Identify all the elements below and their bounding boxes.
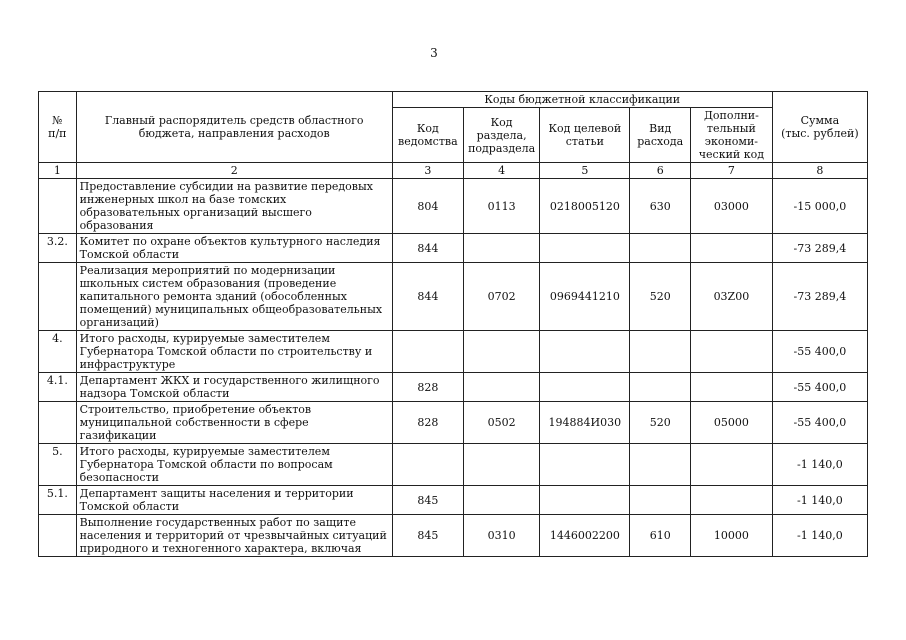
table-row — [39, 234, 868, 263]
row-sum: -55 400,0 — [772, 402, 867, 444]
row-name: Итого расходы, курируемые заместителем Губернатора Томской области по вопросам безопасности — [76, 444, 392, 486]
table-row — [39, 331, 868, 373]
header-section-code: Код раздела, подраздела — [463, 108, 539, 163]
row-number — [39, 402, 77, 444]
row-section-code: 0113 — [463, 179, 539, 234]
row-dept-code: 804 — [392, 179, 463, 234]
row-number: 3.2. — [39, 234, 77, 263]
row-expense-type: 610 — [630, 515, 691, 557]
row-name: Департамент защиты населения и территории Томской области — [76, 486, 392, 515]
row-target-code: 194884И030 — [540, 402, 630, 444]
row-extra-code: 10000 — [691, 515, 773, 557]
row-dept-code: 845 — [392, 486, 463, 515]
row-number: 4. — [39, 331, 77, 373]
table-row — [39, 373, 868, 402]
row-name: Комитет по охране объектов культурного наследия Томской области — [76, 234, 392, 263]
row-sum: -73 289,4 — [772, 263, 867, 331]
row-expense-type — [630, 486, 691, 515]
row-target-code — [540, 373, 630, 402]
row-number: 5.1. — [39, 486, 77, 515]
row-dept-code: 844 — [392, 263, 463, 331]
table-row — [39, 179, 868, 234]
table-row — [39, 263, 868, 331]
row-dept-code — [392, 444, 463, 486]
row-dept-code: 828 — [392, 402, 463, 444]
row-target-code — [540, 444, 630, 486]
row-extra-code — [691, 444, 773, 486]
row-number — [39, 263, 77, 331]
row-section-code — [463, 331, 539, 373]
header-codes-group: Коды бюджетной классификации — [392, 92, 772, 108]
row-dept-code — [392, 331, 463, 373]
row-target-code — [540, 486, 630, 515]
header-expense-type: Вид расхода — [630, 108, 691, 163]
row-extra-code — [691, 486, 773, 515]
row-expense-type: 520 — [630, 402, 691, 444]
column-number: 7 — [691, 163, 773, 179]
row-name: Итого расходы, курируемые заместителем Губернатора Томской области по строительству и инфраструктуре — [76, 331, 392, 373]
row-number — [39, 515, 77, 557]
header-target-code: Код целевой статьи — [540, 108, 630, 163]
row-expense-type — [630, 444, 691, 486]
header-extra-code: Дополни- тельный экономи- ческий код — [691, 108, 773, 163]
row-name: Департамент ЖКХ и государственного жилищного надзора Томской области — [76, 373, 392, 402]
row-section-code — [463, 234, 539, 263]
row-name: Строительство, приобретение объектов муниципальной собственности в сфере газификации — [76, 402, 392, 444]
row-section-code: 0702 — [463, 263, 539, 331]
row-number — [39, 179, 77, 234]
header-num: № п/п — [39, 92, 77, 163]
header-main: Главный распорядитель средств областного бюджета, направления расходов — [76, 92, 392, 163]
header-sum: Сумма (тыс. рублей) — [772, 92, 867, 163]
row-dept-code: 844 — [392, 234, 463, 263]
row-sum: -55 400,0 — [772, 331, 867, 373]
row-dept-code: 845 — [392, 515, 463, 557]
column-number: 4 — [463, 163, 539, 179]
row-section-code: 0502 — [463, 402, 539, 444]
row-sum: -73 289,4 — [772, 234, 867, 263]
column-number: 1 — [39, 163, 77, 179]
column-number: 6 — [630, 163, 691, 179]
row-target-code: 1446002200 — [540, 515, 630, 557]
column-number: 2 — [76, 163, 392, 179]
row-expense-type: 630 — [630, 179, 691, 234]
row-expense-type: 520 — [630, 263, 691, 331]
row-name: Предоставление субсидии на развитие передовых инженерных школ на базе томских образовательных организаций высшего образования — [76, 179, 392, 234]
row-target-code: 0218005120 — [540, 179, 630, 234]
table-row — [39, 444, 868, 486]
row-extra-code: 05000 — [691, 402, 773, 444]
row-section-code: 0310 — [463, 515, 539, 557]
table-row — [39, 486, 868, 515]
row-extra-code — [691, 234, 773, 263]
row-expense-type — [630, 373, 691, 402]
row-expense-type — [630, 234, 691, 263]
row-target-code — [540, 331, 630, 373]
row-number: 4.1. — [39, 373, 77, 402]
row-sum: -1 140,0 — [772, 444, 867, 486]
row-target-code: 0969441210 — [540, 263, 630, 331]
row-dept-code: 828 — [392, 373, 463, 402]
budget-table — [38, 91, 868, 557]
row-name: Выполнение государственных работ по защите населения и территорий от чрезвычайных ситуаций природного и техногенного характера, включая — [76, 515, 392, 557]
row-target-code — [540, 234, 630, 263]
row-extra-code: 03Z00 — [691, 263, 773, 331]
row-extra-code — [691, 331, 773, 373]
row-extra-code — [691, 373, 773, 402]
row-section-code — [463, 373, 539, 402]
page-number: 3 — [430, 46, 438, 60]
row-section-code — [463, 444, 539, 486]
column-number: 8 — [772, 163, 867, 179]
row-sum: -1 140,0 — [772, 515, 867, 557]
row-expense-type — [630, 331, 691, 373]
row-name: Реализация мероприятий по модернизации школьных систем образования (проведение капитального ремонта зданий (обособленных помещений) муниципальных общеобразовательных организаций) — [76, 263, 392, 331]
row-section-code — [463, 486, 539, 515]
column-number-row — [39, 163, 868, 179]
column-number: 3 — [392, 163, 463, 179]
column-number: 5 — [540, 163, 630, 179]
table-row — [39, 402, 868, 444]
table-row — [39, 515, 868, 557]
header-dept-code: Код ведомства — [392, 108, 463, 163]
row-sum: -15 000,0 — [772, 179, 867, 234]
row-number: 5. — [39, 444, 77, 486]
row-extra-code: 03000 — [691, 179, 773, 234]
row-sum: -55 400,0 — [772, 373, 867, 402]
row-sum: -1 140,0 — [772, 486, 867, 515]
